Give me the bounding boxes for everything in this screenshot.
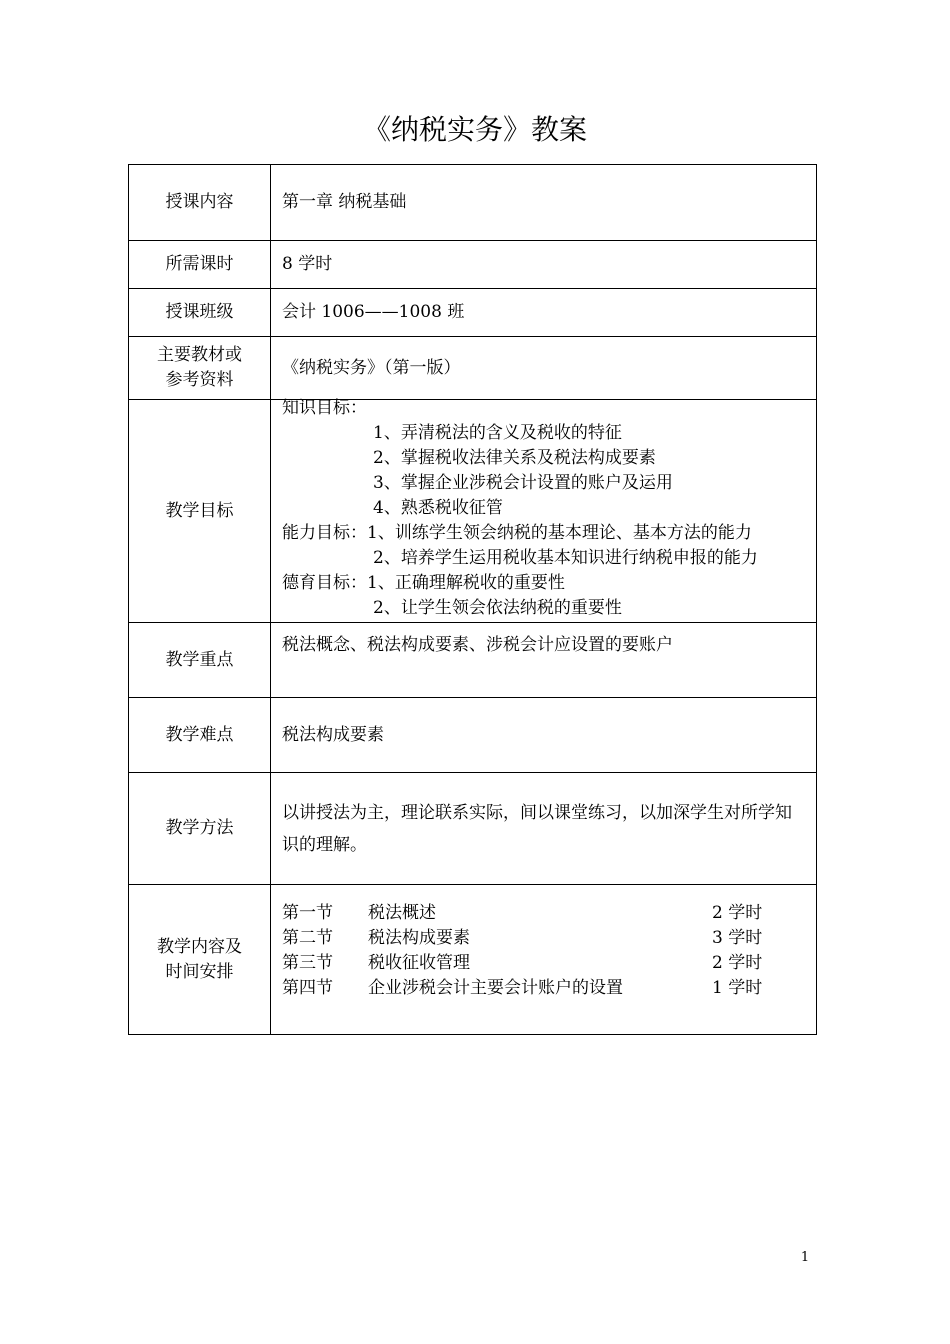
moral-heading: 德育目标： [282,573,367,593]
schedule-label-line1: 教学内容及 [157,936,242,957]
row-objectives [129,400,817,623]
class-label: 授课班级 [129,289,271,337]
difficulties-label: 教学难点 [129,698,271,773]
row-materials [129,337,817,400]
lesson-plan-table [128,164,817,1035]
schedule-hours: 3 学时 [712,927,763,948]
materials-label-line2: 参考资料 [165,370,234,390]
schedule-topic: 税法概述 [368,902,436,923]
schedule-topic: 税收征收管理 [368,952,470,973]
document-title: 《纳税实务》教案 [362,113,587,146]
key-points-value: 税法概念、税法构成要素、涉税会计应设置的要账户 [282,635,673,655]
ability-item: 2、培养学生运用税收基本知识进行纳税申报的能力 [373,548,758,568]
row-key-points [129,623,817,698]
row-content [129,165,817,241]
schedule-list [282,901,816,1001]
hours-value: 8 学时 [271,241,817,289]
schedule-topic: 企业涉税会计主要会计账户的设置 [368,977,623,998]
knowledge-heading: 知识目标： [282,398,367,418]
row-schedule [129,885,817,1035]
schedule-hours: 1 学时 [712,977,763,998]
knowledge-item: 2、掌握税收法律关系及税法构成要素 [373,448,656,468]
methods-label: 教学方法 [129,773,271,885]
schedule-item [282,951,816,976]
objectives-value [271,400,817,623]
difficulties-value: 税法构成要素 [271,698,817,773]
content-label: 授课内容 [129,165,271,241]
schedule-section: 第三节 [282,952,333,973]
schedule-hours: 2 学时 [712,952,763,973]
knowledge-item: 3、掌握企业涉税会计设置的账户及运用 [373,473,673,493]
schedule-label [129,885,271,1035]
row-difficulties [129,698,817,773]
schedule-item [282,901,816,926]
materials-label-line1: 主要教材或 [157,345,242,365]
materials-label [129,337,271,400]
knowledge-item: 4、熟悉税收征管 [373,498,503,518]
schedule-label-line2: 时间安排 [165,961,234,982]
ability-heading: 能力目标： [282,523,367,543]
methods-cell [271,773,817,885]
content-value: 第一章 纳税基础 [271,165,817,241]
materials-value: 《纳税实务》（第一版） [271,337,817,400]
schedule-topic: 税法构成要素 [368,927,470,948]
moral-line-1 [282,571,816,596]
hours-label: 所需课时 [129,241,271,289]
page-number: 1 [800,1250,810,1265]
schedule-section: 第四节 [282,977,333,998]
class-value: 会计 1006——1008 班 [271,289,817,337]
row-hours [129,241,817,289]
key-points-cell [271,623,817,698]
ability-line-1 [282,521,816,546]
schedule-cell [271,885,817,1035]
row-methods [129,773,817,885]
schedule-section: 第一节 [282,902,333,923]
schedule-item [282,926,816,951]
knowledge-item: 1、弄清税法的含义及税收的特征 [373,423,622,443]
objectives-label: 教学目标 [129,400,271,623]
methods-value: 以讲授法为主，理论联系实际，间以课堂练习，以加深学生对所学知识的理解。 [282,802,792,855]
ability-item: 1、训练学生领会纳税的基本理论、基本方法的能力 [367,523,752,543]
schedule-item [282,976,816,1001]
schedule-section: 第二节 [282,927,333,948]
moral-item: 1、正确理解税收的重要性 [367,573,565,593]
key-points-label: 教学重点 [129,623,271,698]
schedule-hours: 2 学时 [712,902,763,923]
row-class [129,289,817,337]
moral-item: 2、让学生领会依法纳税的重要性 [373,598,622,618]
